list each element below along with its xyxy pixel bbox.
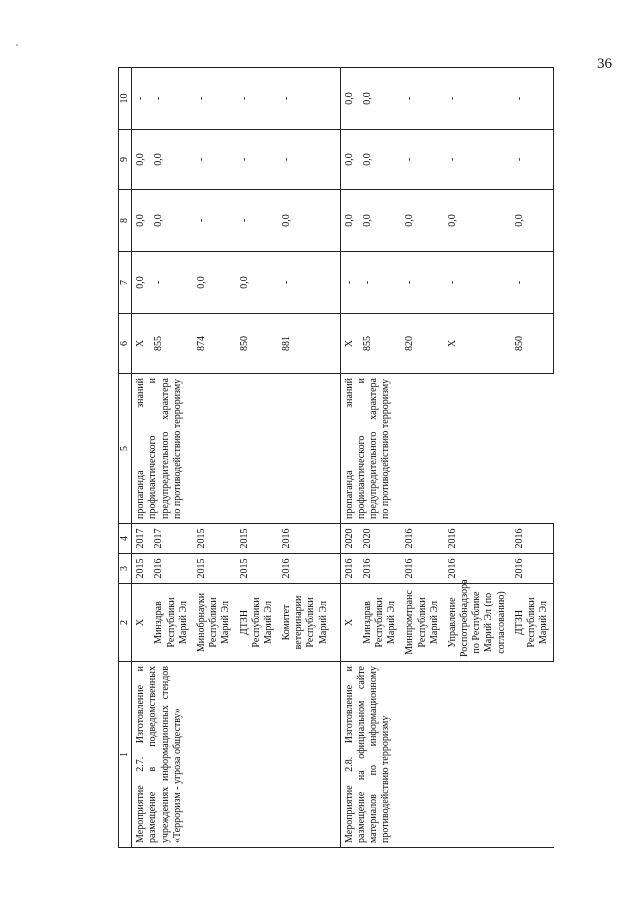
value-cell: 0,0 bbox=[236, 252, 279, 314]
value-cell: - bbox=[278, 252, 340, 314]
value-cell: - bbox=[401, 68, 444, 130]
value-cell: 0,0 bbox=[359, 190, 402, 252]
start-year-cell: 2016 bbox=[150, 554, 193, 584]
end-year-cell: 2020 bbox=[340, 524, 359, 554]
value-cell: - bbox=[359, 252, 402, 314]
end-year-cell: 2015 bbox=[193, 524, 236, 554]
code-cell: 855 bbox=[359, 314, 402, 374]
end-year-cell: 2016 bbox=[511, 524, 554, 554]
value-cell: - bbox=[150, 68, 193, 130]
value-cell: - bbox=[340, 252, 359, 314]
value-cell: - bbox=[401, 130, 444, 190]
start-year-cell: 2016 bbox=[401, 554, 444, 584]
value-cell: 0,0 bbox=[132, 190, 151, 252]
value-cell: 0,0 bbox=[150, 190, 193, 252]
code-cell: 850 bbox=[236, 314, 279, 374]
header-cell: 1 bbox=[119, 662, 132, 848]
value-cell: - bbox=[193, 68, 236, 130]
value-cell: - bbox=[236, 130, 279, 190]
start-year-cell: 2015 bbox=[236, 554, 279, 584]
scan-artifact bbox=[16, 44, 18, 46]
executor-cell: Минздрав Республики Марий Эл bbox=[359, 584, 402, 662]
code-cell: 874 bbox=[193, 314, 236, 374]
header-cell: 9 bbox=[119, 130, 132, 190]
code-cell: 820 bbox=[401, 314, 444, 374]
header-cell: 7 bbox=[119, 252, 132, 314]
value-cell: - bbox=[236, 68, 279, 130]
header-cell: 8 bbox=[119, 190, 132, 252]
end-year-cell: 2017 bbox=[150, 524, 193, 554]
code-cell: 850 bbox=[511, 314, 554, 374]
value-cell: 0,0 bbox=[359, 130, 402, 190]
end-year-cell: 2016 bbox=[401, 524, 444, 554]
value-cell: - bbox=[511, 252, 554, 314]
start-year-cell: 2015 bbox=[193, 554, 236, 584]
executor-cell: Минпромтранс Республики Марий Эл bbox=[401, 584, 444, 662]
start-year-cell: 2016 bbox=[278, 554, 340, 584]
value-cell: 0,0 bbox=[193, 252, 236, 314]
executor-cell: Минобрнауки Республики Марий Эл bbox=[193, 584, 236, 662]
value-cell: 0,0 bbox=[444, 190, 511, 252]
value-cell: - bbox=[278, 130, 340, 190]
value-cell: - bbox=[150, 252, 193, 314]
value-cell: 0,0 bbox=[340, 190, 359, 252]
value-cell: 0,0 bbox=[132, 130, 151, 190]
start-year-cell: 2016 bbox=[444, 554, 511, 584]
value-cell: 0,0 bbox=[359, 68, 402, 130]
header-cell: 5 bbox=[119, 374, 132, 524]
start-year-cell: 2015 bbox=[132, 554, 151, 584]
code-cell: X bbox=[132, 314, 151, 374]
table-row bbox=[340, 68, 359, 848]
value-cell: 0,0 bbox=[340, 130, 359, 190]
executor-cell: Комитет ветеринарии Республики Марий Эл bbox=[278, 584, 340, 662]
value-cell: 0,0 bbox=[511, 190, 554, 252]
value-cell: - bbox=[444, 252, 511, 314]
executor-cell: Управление Роспотребнадзора по Республике Марий Эл (по согласованию) bbox=[444, 584, 511, 662]
start-year-cell: 2016 bbox=[340, 554, 359, 584]
value-cell: - bbox=[132, 68, 151, 130]
value-cell: - bbox=[444, 130, 511, 190]
measure-cell: Мероприятие 2.8. Изготовление и размещение на официальном сайте материалов по информационному противодействию терроризму bbox=[340, 662, 554, 848]
start-year-cell: 2016 bbox=[359, 554, 402, 584]
executor-cell: ДТЗН Республики Марий Эл bbox=[236, 584, 279, 662]
executor-cell: ДТЗН Республики Марий Эл bbox=[511, 584, 554, 662]
value-cell: 0,0 bbox=[132, 252, 151, 314]
value-cell: 0,0 bbox=[340, 68, 359, 130]
value-cell: - bbox=[193, 130, 236, 190]
value-cell: - bbox=[236, 190, 279, 252]
code-cell: X bbox=[444, 314, 511, 374]
budget-table bbox=[118, 67, 554, 848]
code-cell: 855 bbox=[150, 314, 193, 374]
header-cell: 4 bbox=[119, 524, 132, 554]
value-cell: - bbox=[511, 68, 554, 130]
header-cell: 2 bbox=[119, 584, 132, 662]
value-cell: 0,0 bbox=[278, 190, 340, 252]
value-cell: - bbox=[278, 68, 340, 130]
description-cell: пропаганда знаний профилактического и предупредительного характера по противодействию терроризму bbox=[132, 374, 340, 524]
value-cell: - bbox=[444, 68, 511, 130]
executor-cell: X bbox=[340, 584, 359, 662]
code-cell: 881 bbox=[278, 314, 340, 374]
end-year-cell: 2016 bbox=[444, 524, 511, 554]
value-cell: 0,0 bbox=[150, 130, 193, 190]
value-cell: - bbox=[193, 190, 236, 252]
header-cell: 6 bbox=[119, 314, 132, 374]
value-cell: - bbox=[401, 252, 444, 314]
end-year-cell: 2017 bbox=[132, 524, 151, 554]
page-number: 36 bbox=[597, 56, 612, 72]
value-cell: - bbox=[511, 130, 554, 190]
description-cell: пропаганда знаний профилактического и предупредительного характера по противодействию терроризму bbox=[340, 374, 554, 524]
end-year-cell: 2015 bbox=[236, 524, 279, 554]
table-row bbox=[132, 68, 151, 848]
executor-cell: Минздрав Республики Марий Эл bbox=[150, 584, 193, 662]
rotated-table-wrapper bbox=[118, 68, 550, 848]
header-cell: 10 bbox=[119, 68, 132, 130]
executor-cell: X bbox=[132, 584, 151, 662]
measure-cell: Мероприятие 2.7. Изготовление и размещение в подведомственных учреждениях информационных стендов «Терроризм - угроза обществу» bbox=[132, 662, 340, 848]
header-cell: 3 bbox=[119, 554, 132, 584]
header-row bbox=[119, 68, 132, 848]
code-cell: X bbox=[340, 314, 359, 374]
start-year-cell: 2016 bbox=[511, 554, 554, 584]
value-cell: 0,0 bbox=[401, 190, 444, 252]
end-year-cell: 2016 bbox=[278, 524, 340, 554]
end-year-cell: 2020 bbox=[359, 524, 402, 554]
